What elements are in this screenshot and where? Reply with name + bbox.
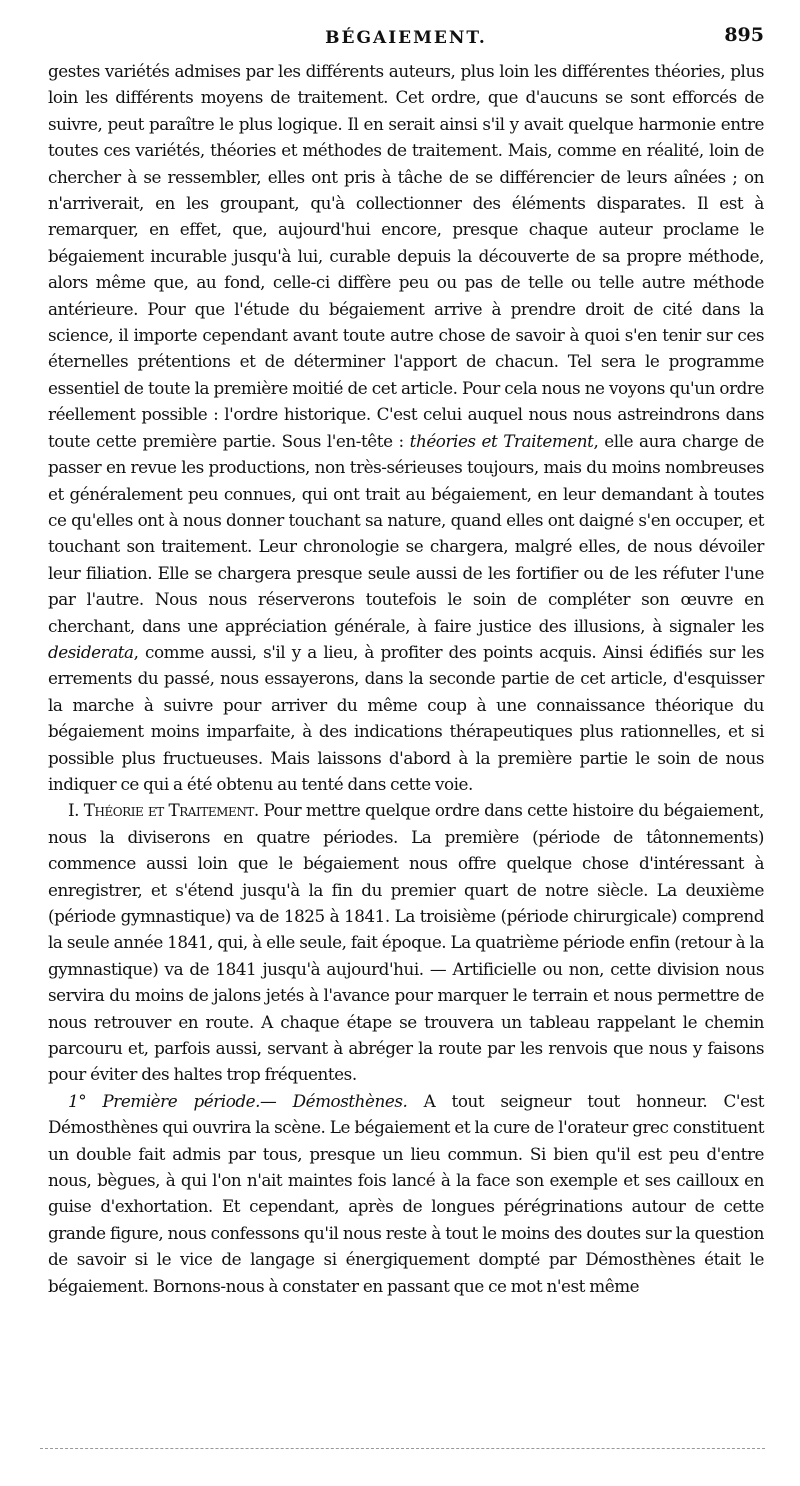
running-header bbox=[48, 24, 764, 58]
page bbox=[48, 24, 764, 1299]
paragraph-premiere-periode bbox=[48, 1088, 764, 1299]
section-heading-theorie: I. Théorie et Traitement. bbox=[68, 800, 259, 821]
paragraph-premiere-periode-text: A tout seigneur tout honneur. C'est Démosthènes qui ouvrira la scène. Le bégaiement et la cure de l'orateur grec constituent un double fait admis par tous, presque un lieu commun. Si bien qu'il est peu d'entre nous, bègues, à qui l'on n'ait maintes fois lancé à la face son exemple et ses cailloux en guise d'exhortation. Et cependant, après de longues pérégrinations autour de cette grande figure, nous confessons qu'il nous reste à tout le moins des doutes sur la question de savoir si le vice de langage si énergiquement dompté par Démosthènes était le bégaiement. Bornons-nous à constater en passant que ce mot n'est même bbox=[48, 1090, 764, 1296]
page-number: 895 bbox=[724, 24, 764, 46]
paragraph-intro bbox=[48, 58, 764, 797]
paragraph-theorie-traitement bbox=[48, 797, 764, 1087]
paragraph-intro-text-1: gestes variétés admises par les différents auteurs, plus loin les différentes théories, plus loin les différents moyens de traitement. Cet ordre, que d'aucuns se sont efforcés de suivre, peut paraître le plus logique. Il en serait ainsi s'il y avait quelque harmonie entre toutes ces variétés, théories et méthodes de traitement. Mais, comme en réalité, loin de chercher à se ressembler, elles ont pris à tâche de se différencier de leurs aînées ; on n'arriverait, en les groupant, qu'à collectionner des éléments disparates. Il est à remarquer, en effet, que, aujourd'hui encore, presque chaque auteur proclame le bégaiement incurable jusqu'à lui, curable depuis la découverte de sa propre méthode, alors même que, au fond, celle-ci diffère peu ou pas de telle ou telle autre méthode antérieure. Pour que l'étude du bégaiement arrive à prendre droit de cité dans la science, il importe cependant avant toute autre chose de savoir à quoi s'en tenir sur ces éternelles prétentions et de déterminer l'apport de chacun. Tel sera le programme essentiel de toute la première moitié de cet article. Pour cela nous ne voyons qu'un ordre réellement possible : l'ordre historique. C'est celui auquel nous nous astreindrons dans toute cette première partie. Sous l'en-tête : bbox=[48, 61, 764, 451]
paragraph-intro-italic-1: théories et Traitement bbox=[409, 430, 594, 451]
paragraph-intro-text-3: , comme aussi, s'il y a lieu, à profiter des points acquis. Ainsi édifiés sur les errements du passé, nous essayerons, dans la seconde partie de cet article, d'esquisser la marche à suivre pour arriver du même coup à une connaissance théorique du bégaiement moins imparfaite, à des indications thérapeutiques plus rationnelles, et si possible plus fructueuses. Mais laissons d'abord à la première partie le soin de nous indiquer ce qui a été obtenu au tenté dans cette voie. bbox=[48, 641, 764, 794]
footer-dashed-rule bbox=[40, 1448, 765, 1449]
paragraph-theorie-text: Pour mettre quelque ordre dans cette histoire du bégaiement, nous la diviserons en quatre périodes. La première (période de tâtonnements) commence aussi loin que le bégaiement nous offre quelque chose d'intéressant à enregistrer, et s'étend jusqu'à la fin du premier quart de notre siècle. La deuxième (période gymnastique) va de 1825 à 1841. La troisième (période chirurgicale) comprend la seule année 1841, qui, à elle seule, fait époque. La quatrième période enfin (retour à la gymnastique) va de 1841 jusqu'à aujourd'hui. — Artificielle ou non, cette division nous servira du moins de jalons jetés à l'avance pour marquer le terrain et nous permettre de nous retrouver en route. A chaque étape se trouvera un tableau rappelant le chemin parcouru et, parfois aussi, servant à abréger la route par les renvois que nous y faisons pour éviter des haltes trop fréquentes. bbox=[48, 800, 764, 1085]
body-text bbox=[48, 58, 764, 1299]
paragraph-intro-italic-2: desiderata bbox=[48, 641, 134, 662]
paragraph-intro-text-2: , elle aura charge de passer en revue les productions, non très-sérieuses toujours, mais du moins nombreuses et généralement peu connues, qui ont trait au bégaiement, en leur demandant à toutes ce qu'elles ont à nous donner touchant sa nature, quand elles ont daigné s'en occuper, et touchant son traitement. Leur chronologie se chargera, malgré elles, de nous dévoiler leur filiation. Elle se chargera presque seule aussi de les fortifier ou de les réfuter l'une par l'autre. Nous nous réserverons toutefois le soin de compléter son œuvre en cherchant, dans une appréciation générale, à faire justice des illusions, à signaler les bbox=[48, 430, 764, 636]
section-heading-premiere-periode: 1° Première période.— Démosthènes. bbox=[68, 1090, 408, 1111]
running-title: BÉGAIEMENT. bbox=[325, 28, 487, 48]
